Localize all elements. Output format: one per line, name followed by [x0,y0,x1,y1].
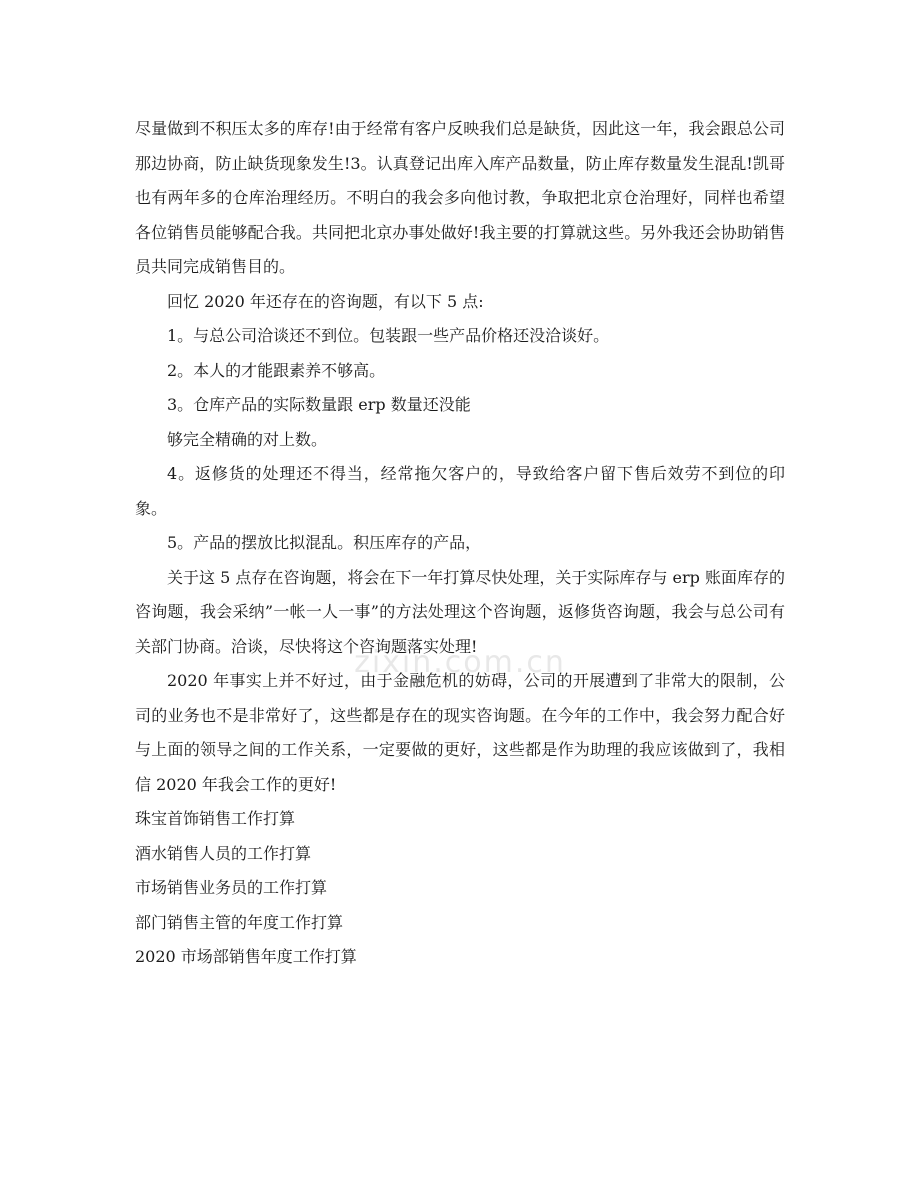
paragraph: 2。本人的才能跟素养不够高。 [167,360,386,380]
document-body [135,112,785,975]
paragraph: 尽量做到不积压太多的库存!由于经常有客户反映我们总是缺货，因此这一年，我会跟总公司那边协商，防止缺货现象发生!3。认真登记出库入库产品数量，防止库存数量发生混乱!凯哥也有两年多的仓库治理经历。不明白的我会多向他讨教，争取把北京仓治理好，同样也希望各位销售员能够配合我。共同把北京办事处做好!我主要的打算就这些。另外我还会协助销售员共同完成销售目的。 [135,119,785,276]
related-links-list [135,802,785,975]
watermark: zixin.com.cn [354,645,566,680]
paragraph-list [135,112,785,802]
related-link[interactable]: 2020 市场部销售年度工作打算 [135,947,357,966]
paragraph: 够完全精确的对上数。 [167,429,328,449]
related-link[interactable]: 珠宝首饰销售工作打算 [135,809,296,828]
related-link[interactable]: 酒水销售人员的工作打算 [135,843,312,863]
paragraph: 2020 年事实上并不好过，由于金融危机的妨碍，公司的开展遭到了非常大的限制，公司的业务也不是非常好了，这些都是存在的现实咨询题。在今年的工作中，我会努力配合好与上面的领导之间的工作关系，一定要做的更好，这些都是作为助理的我应该做到了，我相信 2020 年我会工作的更好! [135,671,785,794]
related-link[interactable]: 市场销售业务员的工作打算 [135,878,328,897]
paragraph: 回忆 2020 年还存在的咨询题，有以下 5 点: [167,291,484,311]
related-link[interactable]: 部门销售主管的年度工作打算 [135,912,344,932]
paragraph: 4。返修货的处理还不得当，经常拖欠客户的，导致给客户留下售后效劳不到位的印象。 [135,464,785,518]
paragraph: 关于这 5 点存在咨询题，将会在下一年打算尽快处理，关于实际库存与 erp 账面库存的咨询题，我会采纳”一帐一人一事”的方法处理这个咨询题，返修货咨询题，我会与总公司有关部门协商。洽谈，尽快将这个咨询题落实处理! [135,567,785,656]
paragraph: 3。仓库产品的实际数量跟 erp 数量还没能 [167,395,471,414]
paragraph: 1。与总公司洽谈还不到位。包装跟一些产品价格还没洽谈好。 [167,326,610,345]
paragraph: 5。产品的摆放比拟混乱。积压库存的产品， [167,533,482,552]
